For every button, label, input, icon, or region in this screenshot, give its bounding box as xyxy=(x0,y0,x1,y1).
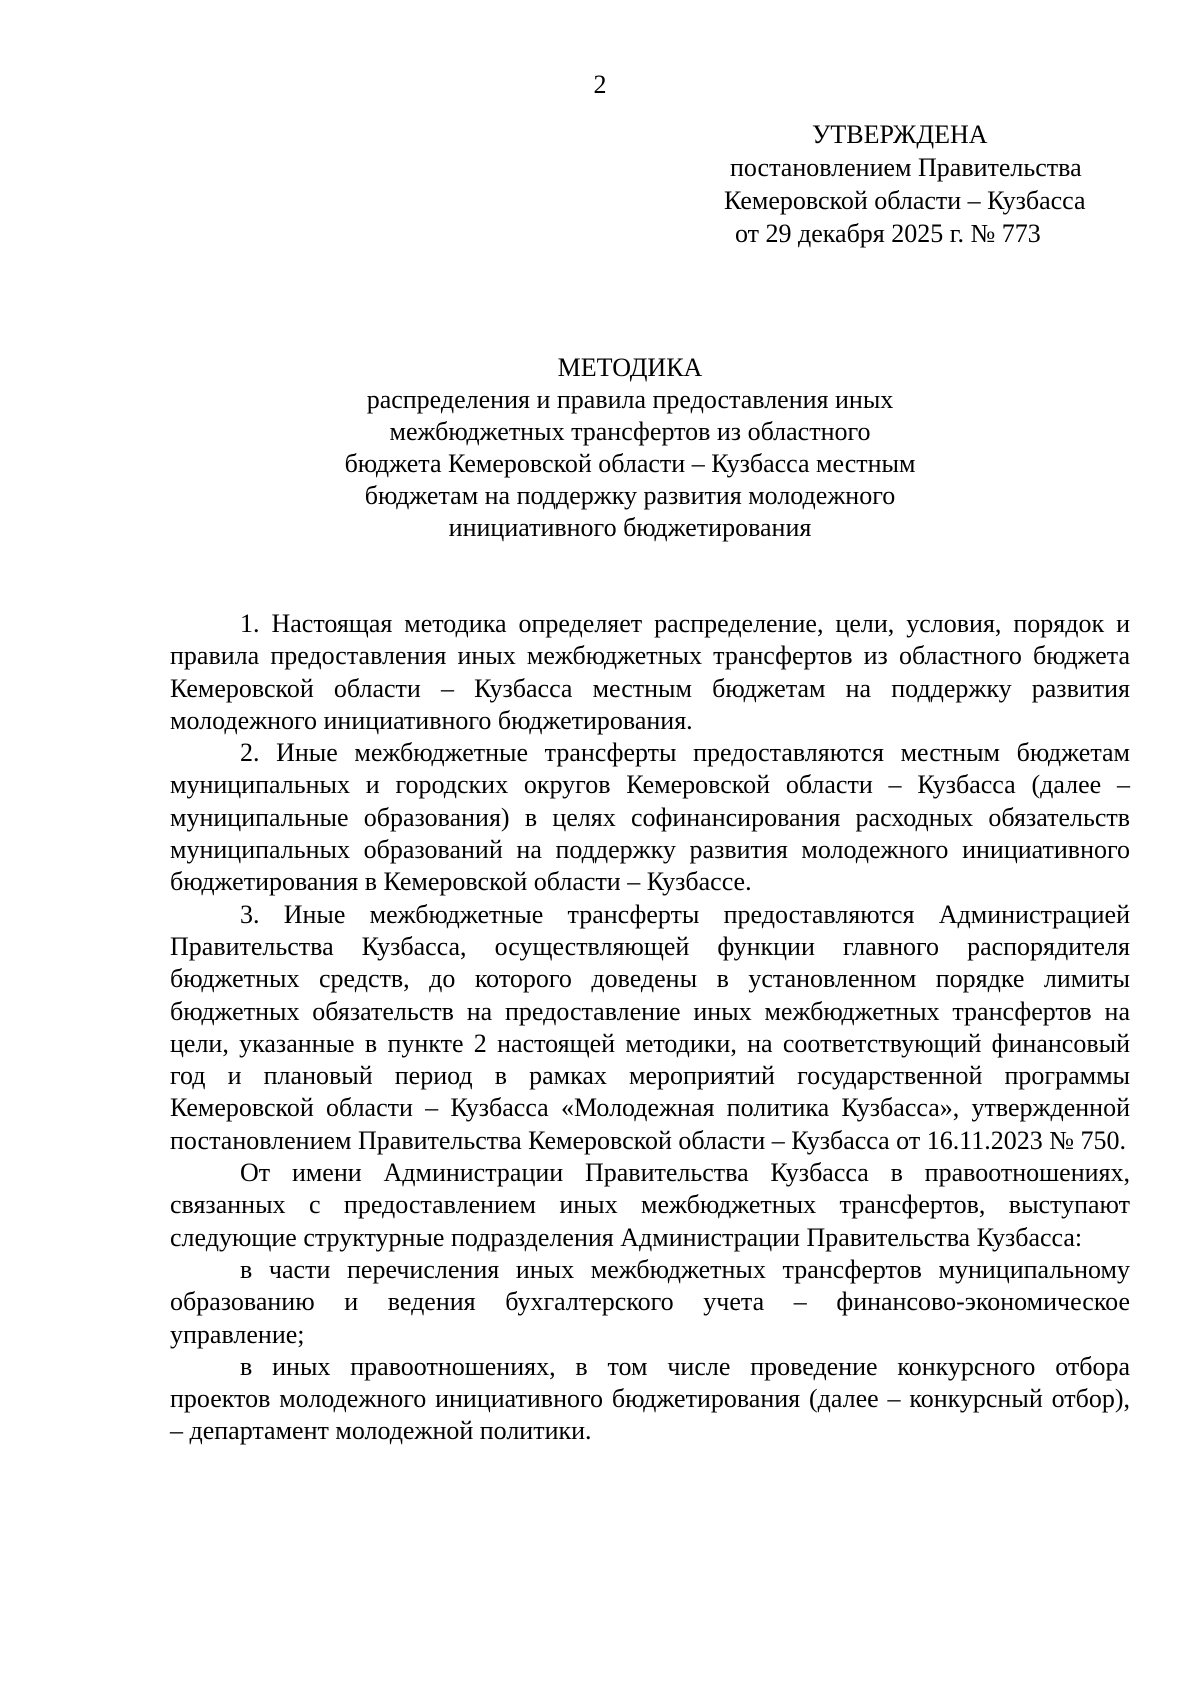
document-body xyxy=(170,608,1130,1448)
approval-region: Кемеровской области – Кузбасса xyxy=(724,186,1086,215)
paragraph-2: 2. Иные межбюджетные трансферты предоставляются местным бюджетам муниципальных и городских округов Кемеровской области – Кузбасса (далее – муниципальные образования) в целях софинансирования расходных обязательств муниципальных образований на поддержку развития молодежного инициативного бюджетирования в Кемеровской области – Кузбассе. xyxy=(170,738,1130,897)
approval-authority: постановлением Правительства xyxy=(730,153,1082,182)
page-number: 2 xyxy=(593,70,607,99)
approval-status: УТВЕРЖДЕНА xyxy=(812,120,988,149)
title-subtitle-line: бюджета Кемеровской области – Кузбасса местным xyxy=(344,449,916,478)
title-subtitle-line: распределения и правила предоставления иных xyxy=(366,385,894,414)
paragraph-1: 1. Настоящая методика определяет распределение, цели, условия, порядок и правила предоставления иных межбюджетных трансфертов из областного бюджета Кемеровской области – Кузбасса местным бюджетам на поддержку развития молодежного инициативного бюджетирования. xyxy=(170,609,1130,735)
paragraph-representation: От имени Администрации Правительства Кузбасса в правоотношениях, связанных с предоставлением иных межбюджетных трансфертов, выступают следующие структурные подразделения Администрации Правительства Кузбасса: xyxy=(170,1158,1130,1252)
approval-date-number: от 29 декабря 2025 г. № 773 xyxy=(735,219,1041,248)
paragraph-finance-unit: в части перечисления иных межбюджетных трансфертов муниципальному образованию и ведения бухгалтерского учета – финансово-экономическое управление; xyxy=(170,1254,1130,1349)
title-heading: МЕТОДИКА xyxy=(557,353,703,382)
document-title xyxy=(200,352,1060,544)
title-subtitle-line: инициативного бюджетирования xyxy=(448,513,812,542)
paragraph-3: 3. Иные межбюджетные трансферты предоставляются Администрацией Правительства Кузбасса, осуществляющей функции главного распорядителя бюджетных средств, до которого доведены в установленном порядке лимиты бюджетных обязательств на предоставление иных межбюджетных трансфертов на цели, указанные в пункте 2 настоящей методики, на соответствующий финансовый год и плановый период в рамках мероприятий государственной программы Кемеровской области – Кузбасса «Молодежная политика Кузбасса», утвержденной постановлением Правительства Кемеровской области – Кузбасса от 16.11.2023 № 750. xyxy=(170,899,1130,1155)
title-subtitle-line: межбюджетных трансфертов из областного xyxy=(389,417,871,446)
paragraph-youth-department: в иных правоотношениях, в том числе проведение конкурсного отбора проектов молодежного инициативного бюджетирования (далее – конкурсный отбор), – департамент молодежной политики. xyxy=(170,1351,1130,1446)
approval-stamp xyxy=(690,118,1140,250)
title-subtitle-line: бюджетам на поддержку развития молодежного xyxy=(364,481,896,510)
